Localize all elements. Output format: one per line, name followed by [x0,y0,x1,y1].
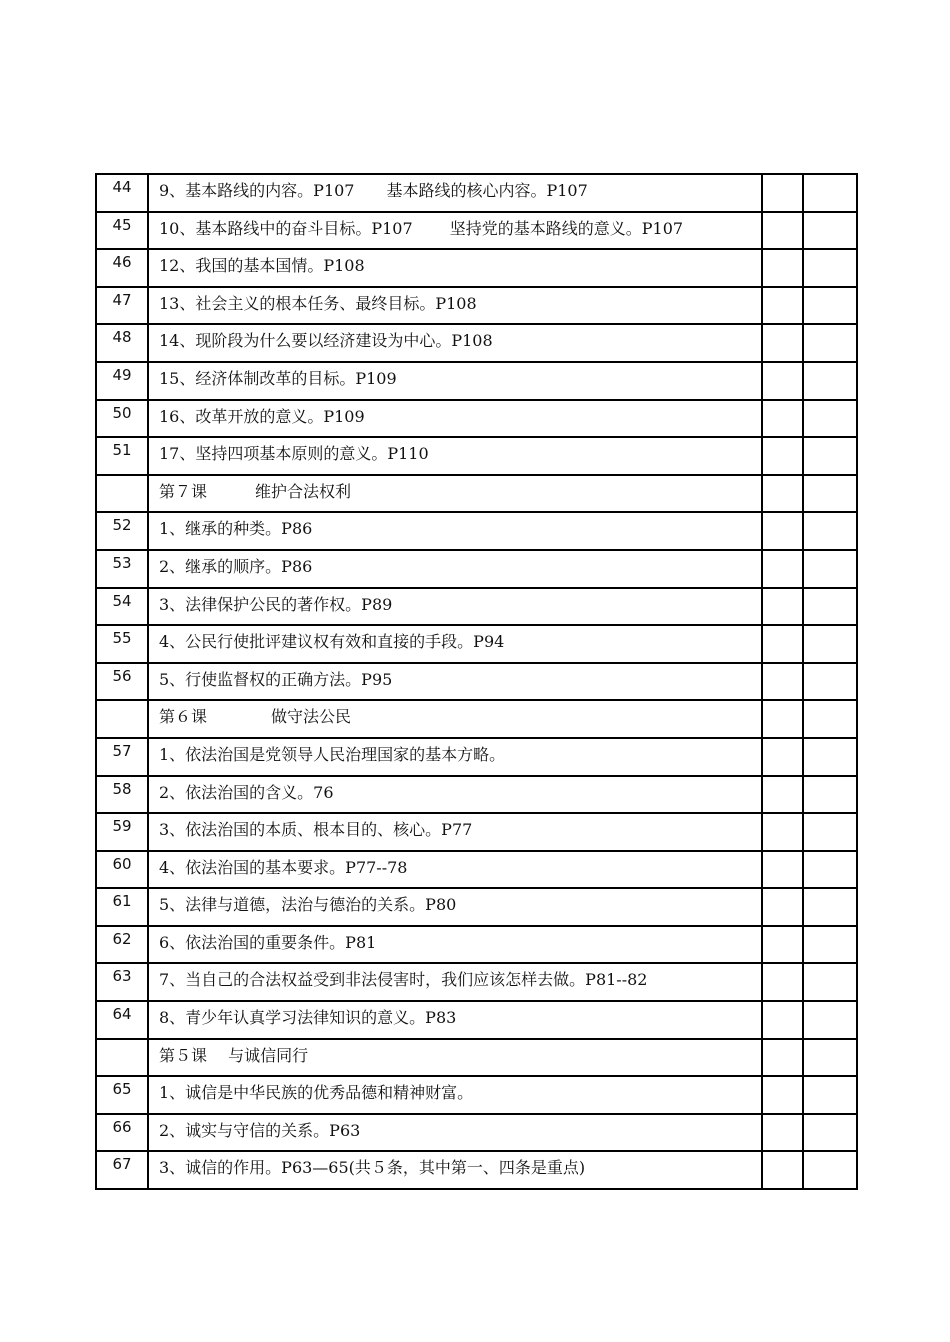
row-number [96,700,148,738]
row-number: 65 [96,1076,148,1114]
row-number: 52 [96,512,148,550]
check-box-cell-1[interactable] [762,1151,803,1189]
check-box-cell-2[interactable] [803,550,857,588]
check-box-cell-1[interactable] [762,174,803,212]
check-box-cell-2[interactable] [803,249,857,287]
item-text: 8、青少年认真学习法律知识的意义。P83 [148,1001,762,1039]
table-row [96,287,857,325]
check-box-cell-1[interactable] [762,1076,803,1114]
check-box-cell-1[interactable] [762,700,803,738]
check-box-cell-1[interactable] [762,550,803,588]
check-box-cell-2[interactable] [803,776,857,814]
item-text: 1、依法治国是党领导人民治理国家的基本方略。 [148,738,762,776]
item-text: 1、诚信是中华民族的优秀品德和精神财富。 [148,1076,762,1114]
check-box-cell-2[interactable] [803,475,857,513]
check-box-cell-1[interactable] [762,362,803,400]
check-box-cell-1[interactable] [762,963,803,1001]
table-body [96,174,857,1189]
row-number: 48 [96,324,148,362]
check-box-cell-2[interactable] [803,437,857,475]
row-number: 50 [96,400,148,438]
row-number: 53 [96,550,148,588]
row-number: 66 [96,1114,148,1152]
row-number: 61 [96,888,148,926]
row-number: 60 [96,851,148,889]
check-box-cell-2[interactable] [803,362,857,400]
table-row [96,324,857,362]
table-row [96,1001,857,1039]
check-box-cell-2[interactable] [803,588,857,626]
check-box-cell-1[interactable] [762,663,803,701]
check-box-cell-2[interactable] [803,287,857,325]
item-text: 2、依法治国的含义。76 [148,776,762,814]
check-box-cell-1[interactable] [762,1114,803,1152]
item-text: 7、当自己的合法权益受到非法侵害时，我们应该怎样去做。P81--82 [148,963,762,1001]
table-row [96,926,857,964]
row-number: 51 [96,437,148,475]
check-box-cell-1[interactable] [762,888,803,926]
row-number: 58 [96,776,148,814]
table-row [96,550,857,588]
check-box-cell-1[interactable] [762,1039,803,1077]
row-number: 49 [96,362,148,400]
check-box-cell-1[interactable] [762,324,803,362]
item-text: 15、经济体制改革的目标。P109 [148,362,762,400]
section-title: 第６课 做守法公民 [148,700,762,738]
check-box-cell-1[interactable] [762,926,803,964]
table-row [96,362,857,400]
check-box-cell-1[interactable] [762,287,803,325]
check-box-cell-2[interactable] [803,1076,857,1114]
check-box-cell-2[interactable] [803,888,857,926]
row-number [96,1039,148,1077]
check-box-cell-1[interactable] [762,1001,803,1039]
row-number: 55 [96,625,148,663]
item-text: 6、依法治国的重要条件。P81 [148,926,762,964]
row-number: 64 [96,1001,148,1039]
check-box-cell-1[interactable] [762,475,803,513]
row-number: 47 [96,287,148,325]
check-box-cell-2[interactable] [803,851,857,889]
item-text: 4、公民行使批评建议权有效和直接的手段。P94 [148,625,762,663]
check-box-cell-2[interactable] [803,174,857,212]
check-box-cell-2[interactable] [803,813,857,851]
row-number: 54 [96,588,148,626]
item-text: 13、社会主义的根本任务、最终目标。P108 [148,287,762,325]
check-box-cell-2[interactable] [803,738,857,776]
check-box-cell-2[interactable] [803,1151,857,1189]
check-box-cell-2[interactable] [803,400,857,438]
row-number: 57 [96,738,148,776]
section-title: 第７课 维护合法权利 [148,475,762,513]
row-number [96,475,148,513]
table-row [96,174,857,212]
check-box-cell-1[interactable] [762,738,803,776]
table-row [96,851,857,889]
table-row [96,588,857,626]
table-row [96,512,857,550]
check-box-cell-2[interactable] [803,324,857,362]
item-text: 10、基本路线中的奋斗目标。P107 坚持党的基本路线的意义。P107 [148,212,762,250]
table-row [96,776,857,814]
check-box-cell-2[interactable] [803,926,857,964]
table-row [96,400,857,438]
row-number: 56 [96,663,148,701]
check-box-cell-1[interactable] [762,625,803,663]
row-number: 67 [96,1151,148,1189]
item-text: 5、行使监督权的正确方法。P95 [148,663,762,701]
check-box-cell-2[interactable] [803,963,857,1001]
check-box-cell-2[interactable] [803,1001,857,1039]
table-row [96,1076,857,1114]
row-number: 59 [96,813,148,851]
item-text: 14、现阶段为什么要以经济建设为中心。P108 [148,324,762,362]
item-text: 3、诚信的作用。P63—65(共５条，其中第一、四条是重点) [148,1151,762,1189]
section-row [96,475,857,513]
section-row [96,1039,857,1077]
table-row [96,663,857,701]
section-title: 第５课 与诚信同行 [148,1039,762,1077]
table-row [96,1114,857,1152]
item-text: 12、我国的基本国情。P108 [148,249,762,287]
item-text: 9、基本路线的内容。P107 基本路线的核心内容。P107 [148,174,762,212]
check-box-cell-1[interactable] [762,400,803,438]
item-text: 17、坚持四项基本原则的意义。P110 [148,437,762,475]
item-text: 5、法律与道德，法治与德治的关系。P80 [148,888,762,926]
row-number: 44 [96,174,148,212]
check-box-cell-1[interactable] [762,212,803,250]
check-box-cell-1[interactable] [762,588,803,626]
check-box-cell-2[interactable] [803,1114,857,1152]
review-sheet [95,173,856,1190]
check-box-cell-2[interactable] [803,663,857,701]
section-row [96,700,857,738]
review-table [95,173,858,1190]
item-text: 16、改革开放的意义。P109 [148,400,762,438]
check-box-cell-2[interactable] [803,212,857,250]
table-row [96,738,857,776]
table-row [96,888,857,926]
check-box-cell-2[interactable] [803,1039,857,1077]
check-box-cell-1[interactable] [762,776,803,814]
table-row [96,249,857,287]
check-box-cell-2[interactable] [803,700,857,738]
item-text: 1、继承的种类。P86 [148,512,762,550]
row-number: 63 [96,963,148,1001]
item-text: 3、法律保护公民的著作权。P89 [148,588,762,626]
item-text: 2、诚实与守信的关系。P63 [148,1114,762,1152]
check-box-cell-1[interactable] [762,851,803,889]
item-text: 2、继承的顺序。P86 [148,550,762,588]
table-row [96,963,857,1001]
check-box-cell-1[interactable] [762,813,803,851]
table-row [96,625,857,663]
table-row [96,813,857,851]
check-box-cell-2[interactable] [803,512,857,550]
item-text: 4、依法治国的基本要求。P77--78 [148,851,762,889]
check-box-cell-1[interactable] [762,512,803,550]
row-number: 46 [96,249,148,287]
table-row [96,1151,857,1189]
table-row [96,437,857,475]
check-box-cell-2[interactable] [803,625,857,663]
check-box-cell-1[interactable] [762,249,803,287]
check-box-cell-1[interactable] [762,437,803,475]
item-text: 3、依法治国的本质、根本目的、核心。P77 [148,813,762,851]
row-number: 45 [96,212,148,250]
row-number: 62 [96,926,148,964]
table-row [96,212,857,250]
